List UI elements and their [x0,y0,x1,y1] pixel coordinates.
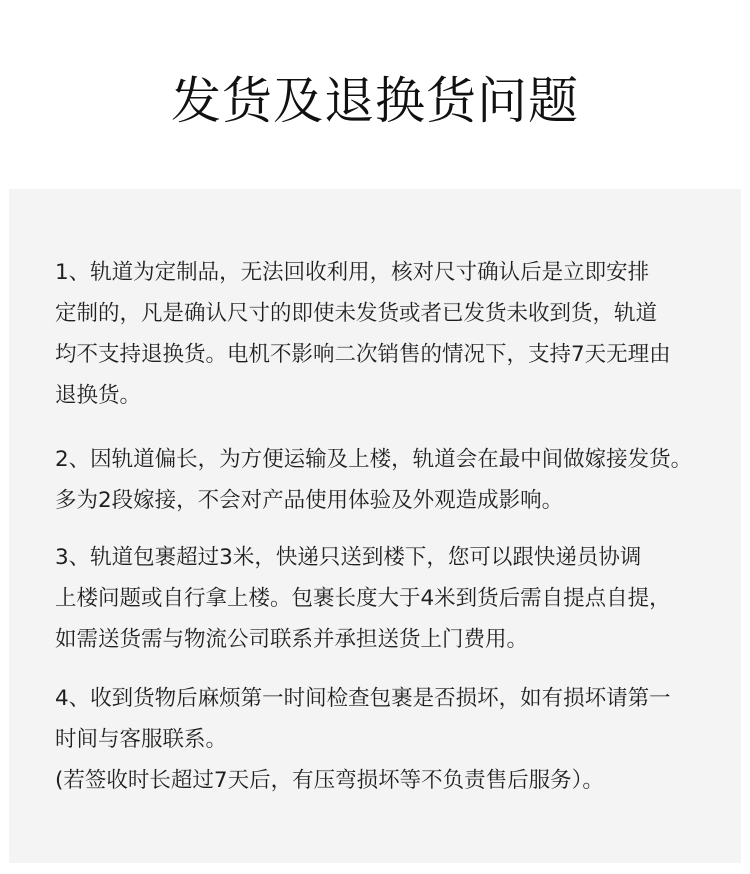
policy-item-3-line-1: 3、轨道包裹超过3米，快递只送到楼下，您可以跟快递员协调 [55,545,642,570]
policy-item-1 [55,252,705,416]
policy-item-4-line-1: 4、收到货物后麻烦第一时间检查包裹是否损坏，如有损坏请第一 [55,686,671,711]
policy-item-4 [55,678,705,801]
policy-item-1-line-2: 定制的，凡是确认尺寸的即使未发货或者已发货未收到货，轨道 [55,301,658,326]
policy-item-3-line-3: 如需送货需与物流公司联系并承担送货上门费用。 [55,627,529,652]
policy-item-1-line-1: 1、轨道为定制品，无法回收利用，核对尺寸确认后是立即安排 [55,260,650,285]
policy-panel [9,189,741,863]
policy-item-1-line-3: 均不支持退换货。电机不影响二次销售的情况下，支持7天无理由 [55,342,671,367]
policy-item-2-line-1: 2、因轨道偏长，为方便运输及上楼，轨道会在最中间做嫁接发货。 [55,447,693,472]
policy-item-4-line-3: (若签收时长超过7天后，有压弯损坏等不负责售后服务）。 [55,768,604,793]
policy-item-1-line-4: 退换货。 [55,383,142,408]
policy-item-2-line-2: 多为2段嫁接，不会对产品使用体验及外观造成影响。 [55,488,564,513]
policy-item-4-line-2: 时间与客服联系。 [55,727,228,752]
policy-item-3 [55,537,705,660]
policy-item-3-line-2: 上楼问题或自行拿上楼。包裹长度大于4米到货后需自提点自提， [55,586,671,611]
page-title: 发货及退换货问题 [171,72,579,130]
policy-item-2 [55,439,705,521]
